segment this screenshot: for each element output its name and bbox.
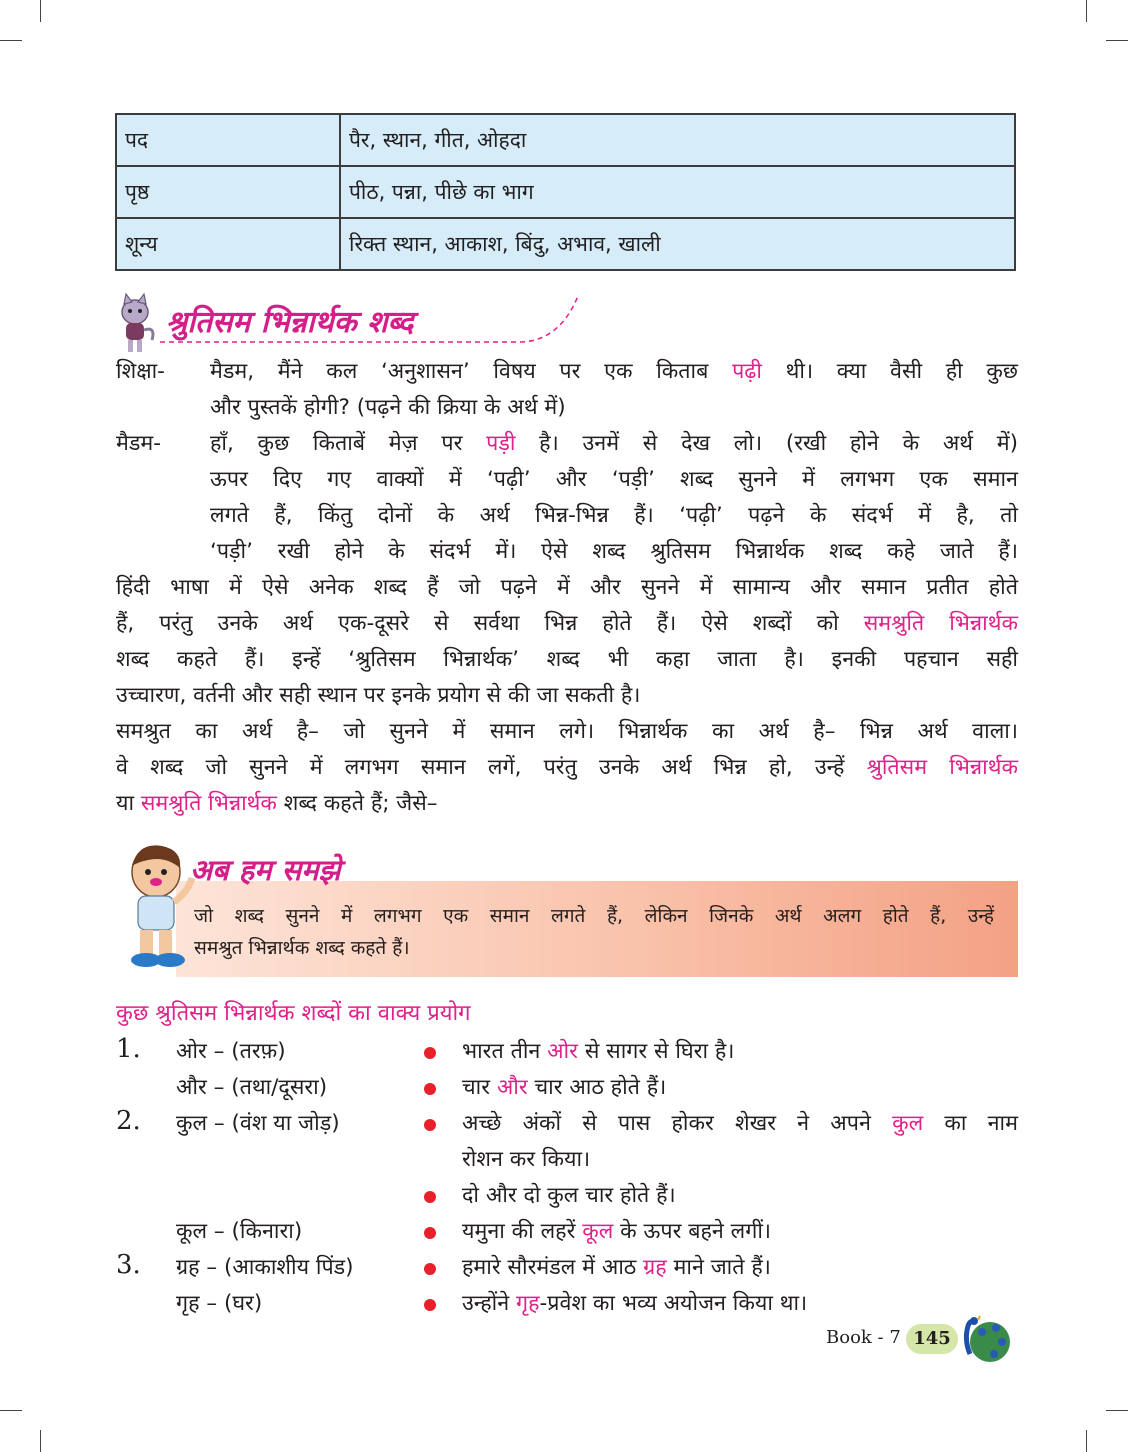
sentence-text: माने जाते हैं। xyxy=(673,1255,771,1280)
dialogue-line: ‘पड़ी’ रखी होने के संदर्भ में। ऐसे शब्द श्रुतिसम भिन्नार्थक शब्द कहे जाते हैं। xyxy=(210,539,1018,564)
sentence-text: भारत तीन xyxy=(462,1039,541,1064)
speaker-shiksha: शिक्षा- xyxy=(116,359,165,384)
table-word: शून्य xyxy=(116,218,340,270)
dialogue-line xyxy=(210,426,1018,462)
sentence-text: का नाम xyxy=(944,1111,1018,1136)
paragraph-text: वे शब्द जो सुनने में लगभग समान लगें, परंतु उनके अर्थ भिन्न हो, उन्हें xyxy=(116,755,845,780)
crop-mark xyxy=(1106,1410,1128,1411)
paragraph-line: उच्चारण, वर्तनी और सही स्थान पर इनके प्रयोग से की जा सकती है। xyxy=(116,683,641,708)
heading-dashed-underline xyxy=(150,290,590,350)
bullet-icon xyxy=(424,1047,436,1059)
word-pair: कुल – (वंश या जोड़) xyxy=(176,1111,340,1136)
peacock-icon xyxy=(956,1310,1012,1366)
dialogue-line: और पुस्तकें होगी? (पढ़ने की क्रिया के अर्थ में) xyxy=(210,395,566,420)
example-sentence xyxy=(462,1214,771,1250)
crop-mark xyxy=(0,1410,22,1411)
table-meaning: पीठ, पन्ना, पीछे का भाग xyxy=(340,166,1015,218)
dialogue-line: ऊपर दिए गए वाक्यों में ‘पढ़ी’ और ‘पड़ी’ शब्द सुनने में लगभग एक समान xyxy=(210,467,1018,492)
item-number: 1. xyxy=(116,1034,141,1064)
highlight-word: ग्रह xyxy=(643,1255,667,1280)
table-row xyxy=(116,166,1015,218)
dialogue-line: लगते हैं, किंतु दोनों के अर्थ भिन्न-भिन्न हैं। ‘पढ़ी’ पढ़ने के संदर्भ में है, तो xyxy=(210,503,1018,528)
highlight-word: पड़ी xyxy=(486,431,516,456)
page-number: 145 xyxy=(906,1324,958,1354)
example-sentence xyxy=(462,1286,807,1322)
crop-mark xyxy=(0,40,22,41)
summary-line: समश्रुत भिन्नार्थक शब्द कहते हैं। xyxy=(194,937,410,959)
summary-line: जो शब्द सुनने में लगभग एक समान लगते हैं, लेकिन जिनके अर्थ अलग होते हैं, उन्हें xyxy=(194,905,994,927)
highlight-word: कूल xyxy=(582,1219,614,1244)
word-pair: ग्रह – (आकाशीय पिंड) xyxy=(176,1255,354,1280)
sentence-text: चार xyxy=(462,1075,491,1100)
paragraph-line xyxy=(116,606,1018,642)
word-pair: गृह – (घर) xyxy=(176,1291,263,1316)
paragraph-line xyxy=(116,786,1018,822)
table-row xyxy=(116,218,1015,270)
highlight-word: और xyxy=(496,1075,528,1100)
meanings-table xyxy=(115,113,1016,271)
highlight-word: श्रुतिसम भिन्नार्थक xyxy=(866,755,1018,780)
paragraph-text: शब्द कहते हैं; जैसे– xyxy=(283,791,438,816)
word-pair: और – (तथा/दूसरा) xyxy=(176,1075,328,1100)
book-label: Book - 7 xyxy=(826,1327,901,1348)
examples-title: कुछ श्रुतिसम भिन्नार्थक शब्दों का वाक्य प्रयोग xyxy=(116,1001,471,1026)
table-row xyxy=(116,114,1015,166)
example-sentence xyxy=(462,1034,734,1070)
dialogue-text: मैडम, मैंने कल ‘अनुशासन’ विषय पर एक किताब xyxy=(210,359,709,384)
table-word: पृष्ठ xyxy=(116,166,340,218)
item-number: 2. xyxy=(116,1106,141,1136)
bullet-icon xyxy=(424,1119,436,1131)
summary-title: अब हम समझे xyxy=(190,853,341,887)
highlight-word: समश्रुति भिन्नार्थक xyxy=(140,791,277,816)
crop-mark xyxy=(40,1430,41,1452)
speaker-madam: मैडम- xyxy=(116,431,161,456)
sentence-text: -प्रवेश का भव्य अयोजन किया था। xyxy=(539,1291,808,1316)
crop-mark xyxy=(1106,40,1128,41)
paragraph-line: शब्द कहते हैं। इन्हें ‘श्रुतिसम भिन्नार्थक’ शब्द भी कहा जाता है। इनकी पहचान सही xyxy=(116,647,1018,672)
example-sentence xyxy=(462,1070,666,1106)
word-pair: ओर – (तरफ़) xyxy=(176,1039,286,1064)
highlight-word: कुल xyxy=(892,1111,924,1136)
crop-mark xyxy=(1086,1430,1087,1452)
dialogue-text: हाँ, कुछ किताबें मेज़ पर xyxy=(210,431,463,456)
dialogue-text: थी। क्या वैसी ही कुछ xyxy=(785,359,1018,384)
crop-mark xyxy=(1086,0,1087,22)
boy-mascot-icon xyxy=(118,838,196,970)
highlight-word: ओर xyxy=(547,1039,578,1064)
table-word: पद xyxy=(116,114,340,166)
crop-mark xyxy=(40,0,41,22)
sentence-text: से सागर से घिरा है। xyxy=(584,1039,735,1064)
bullet-icon xyxy=(424,1263,436,1275)
table-meaning: पैर, स्थान, गीत, ओहदा xyxy=(340,114,1015,166)
sentence-text: अच्छे अंकों से पास होकर शेखर ने अपने xyxy=(462,1111,871,1136)
table-meaning: रिक्त स्थान, आकाश, बिंदु, अभाव, खाली xyxy=(340,218,1015,270)
bullet-icon xyxy=(424,1227,436,1239)
sentence-text: चार आठ होते हैं। xyxy=(534,1075,667,1100)
bullet-icon xyxy=(424,1083,436,1095)
sentence-text: उन्होंने xyxy=(462,1291,510,1316)
sentence-text: यमुना की लहरें xyxy=(462,1219,576,1244)
highlight-word: पढ़ी xyxy=(732,359,762,384)
section-title: श्रुतिसम भिन्नार्थक शब्द xyxy=(166,305,414,340)
paragraph-text: या xyxy=(116,791,135,816)
highlight-word: समश्रुति भिन्नार्थक xyxy=(863,611,1018,636)
paragraph-text: हैं, परंतु उनके अर्थ एक-दूसरे से सर्वथा भिन्न होते हैं। ऐसे शब्दों को xyxy=(116,611,839,636)
word-pair: कूल – (किनारा) xyxy=(176,1219,303,1244)
sentence-text: के ऊपर बहने लगीं। xyxy=(620,1219,772,1244)
example-sentence xyxy=(462,1106,1018,1142)
paragraph-line: समश्रुत का अर्थ है– जो सुनने में समान लगे। भिन्नार्थक का अर्थ है– भिन्न अर्थ वाला। xyxy=(116,719,1018,744)
dialogue-text: है। उनमें से देख लो। (रखी होने के अर्थ में) xyxy=(539,431,1018,456)
paragraph-line: हिंदी भाषा में ऐसे अनेक शब्द हैं जो पढ़ने में और सुनने में सामान्य और समान प्रतीत होते xyxy=(116,575,1018,600)
bullet-icon xyxy=(424,1299,436,1311)
bullet-icon xyxy=(424,1191,436,1203)
example-sentence: दो और दो कुल चार होते हैं। xyxy=(462,1183,676,1208)
paragraph-line xyxy=(116,750,1018,786)
example-sentence xyxy=(462,1250,771,1286)
item-number: 3. xyxy=(116,1250,141,1280)
dialogue-line xyxy=(210,354,1018,390)
sentence-text: हमारे सौरमंडल में आठ xyxy=(462,1255,637,1280)
example-sentence: रोशन कर किया। xyxy=(462,1147,591,1172)
highlight-word: गृह xyxy=(515,1291,540,1316)
